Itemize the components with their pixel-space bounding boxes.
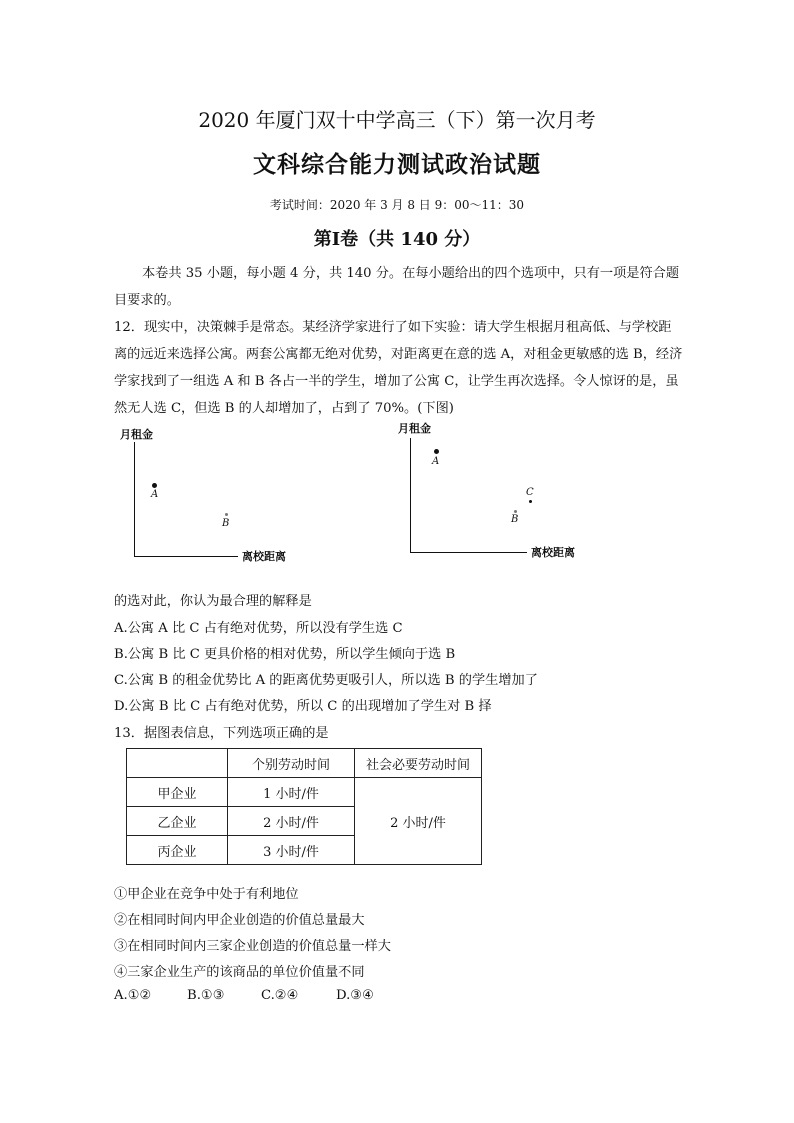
q12-graph-left (120, 426, 320, 566)
exam-title: 2020 年厦门双十中学高三（下）第一次月考 (198, 108, 596, 132)
x-axis (410, 552, 527, 553)
q13-option-d: D.③④ (336, 988, 374, 1003)
x-axis-label: 离校距离 (531, 546, 575, 559)
point-b-label: B (222, 518, 230, 529)
table-cell: 甲企业 (127, 778, 228, 807)
point-b-label: B (511, 514, 519, 525)
point-b (225, 513, 228, 516)
q12-graph-right (398, 420, 598, 566)
table-cell: 丙企业 (127, 836, 228, 865)
q13-statement-3: ③在相同时间内三家企业创造的价值总量一样大 (114, 939, 391, 954)
q12-option-a: A.公寓 A 比 C 占有绝对优势，所以没有学生选 C (114, 621, 403, 636)
table-cell: 2 小时/件 (228, 807, 355, 836)
q12-option-d: D.公寓 B 比 C 占有绝对优势，所以 C 的出现增加了学生对 B 择 (114, 699, 492, 714)
y-axis-label: 月租金 (120, 428, 153, 441)
exam-subtitle: 文科综合能力测试政治试题 (253, 151, 541, 178)
table-cell: 1 小时/件 (228, 778, 355, 807)
y-axis-label: 月租金 (398, 422, 431, 435)
table-header (127, 749, 228, 778)
table-cell-shared: 2 小时/件 (355, 778, 482, 865)
instructions: 本卷共 35 小题，每小题 4 分，共 140 分。在每小题给出的四个选项中，只有一项是符合题目要求的。 (114, 266, 680, 308)
q13-statement-1: ①甲企业在竞争中处于有利地位 (114, 887, 299, 902)
q12-stem: 12．现实中，决策棘手是常态。某经济学家进行了如下实验：请大学生根据月租高低、与学校距离的远近来选择公寓。两套公寓都无绝对优势，对距离更在意的选 A，对租金更敏感的选 B，经济学家找到了一组选 A 和 B 各占一半的学生，增加了公寓 C，让学生再次选择。令人惊讶的是，虽然无人选 C，但选 B 的人却增加了，占到了 70%。(下图) (114, 320, 683, 416)
q12-option-c: C.公寓 B 的租金优势比 A 的距离优势更吸引人，所以选 B 的学生增加了 (114, 673, 538, 688)
q13-statement-2: ②在相同时间内甲企业创造的价值总量最大 (114, 913, 365, 928)
point-a-label: A (432, 456, 440, 467)
point-a (152, 483, 157, 488)
point-a (434, 449, 439, 454)
q13-option-b: B.①③ (187, 988, 225, 1003)
q13-option-a: A.①② (114, 988, 152, 1003)
x-axis-label: 离校距离 (242, 550, 286, 563)
table-header-row (127, 749, 482, 778)
q13-stem: 13．据图表信息，下列选项正确的是 (114, 726, 329, 741)
q12-prompt: 的选对此，你认为最合理的解释是 (114, 594, 312, 609)
q12-option-b: B.公寓 B 比 C 更具价格的相对优势，所以学生倾向于选 B (114, 647, 456, 662)
point-b (514, 510, 517, 513)
y-axis (410, 438, 411, 552)
point-c (529, 500, 532, 503)
q13-table (126, 748, 482, 865)
q13-statement-4: ④三家企业生产的该商品的单位价值量不同 (114, 965, 365, 980)
table-cell: 乙企业 (127, 807, 228, 836)
point-a-label: A (151, 489, 159, 500)
y-axis (134, 442, 135, 556)
table-cell: 3 小时/件 (228, 836, 355, 865)
table-header: 社会必要劳动时间 (355, 749, 482, 778)
point-c-label: C (526, 487, 534, 498)
x-axis (134, 556, 238, 557)
table-header: 个别劳动时间 (228, 749, 355, 778)
q13-option-c: C.②④ (261, 988, 299, 1003)
table-row (127, 778, 482, 807)
exam-time: 考试时间：2020 年 3 月 8 日 9：00～11：30 (269, 198, 525, 212)
part-heading: 第Ⅰ卷（共 140 分） (313, 229, 481, 250)
